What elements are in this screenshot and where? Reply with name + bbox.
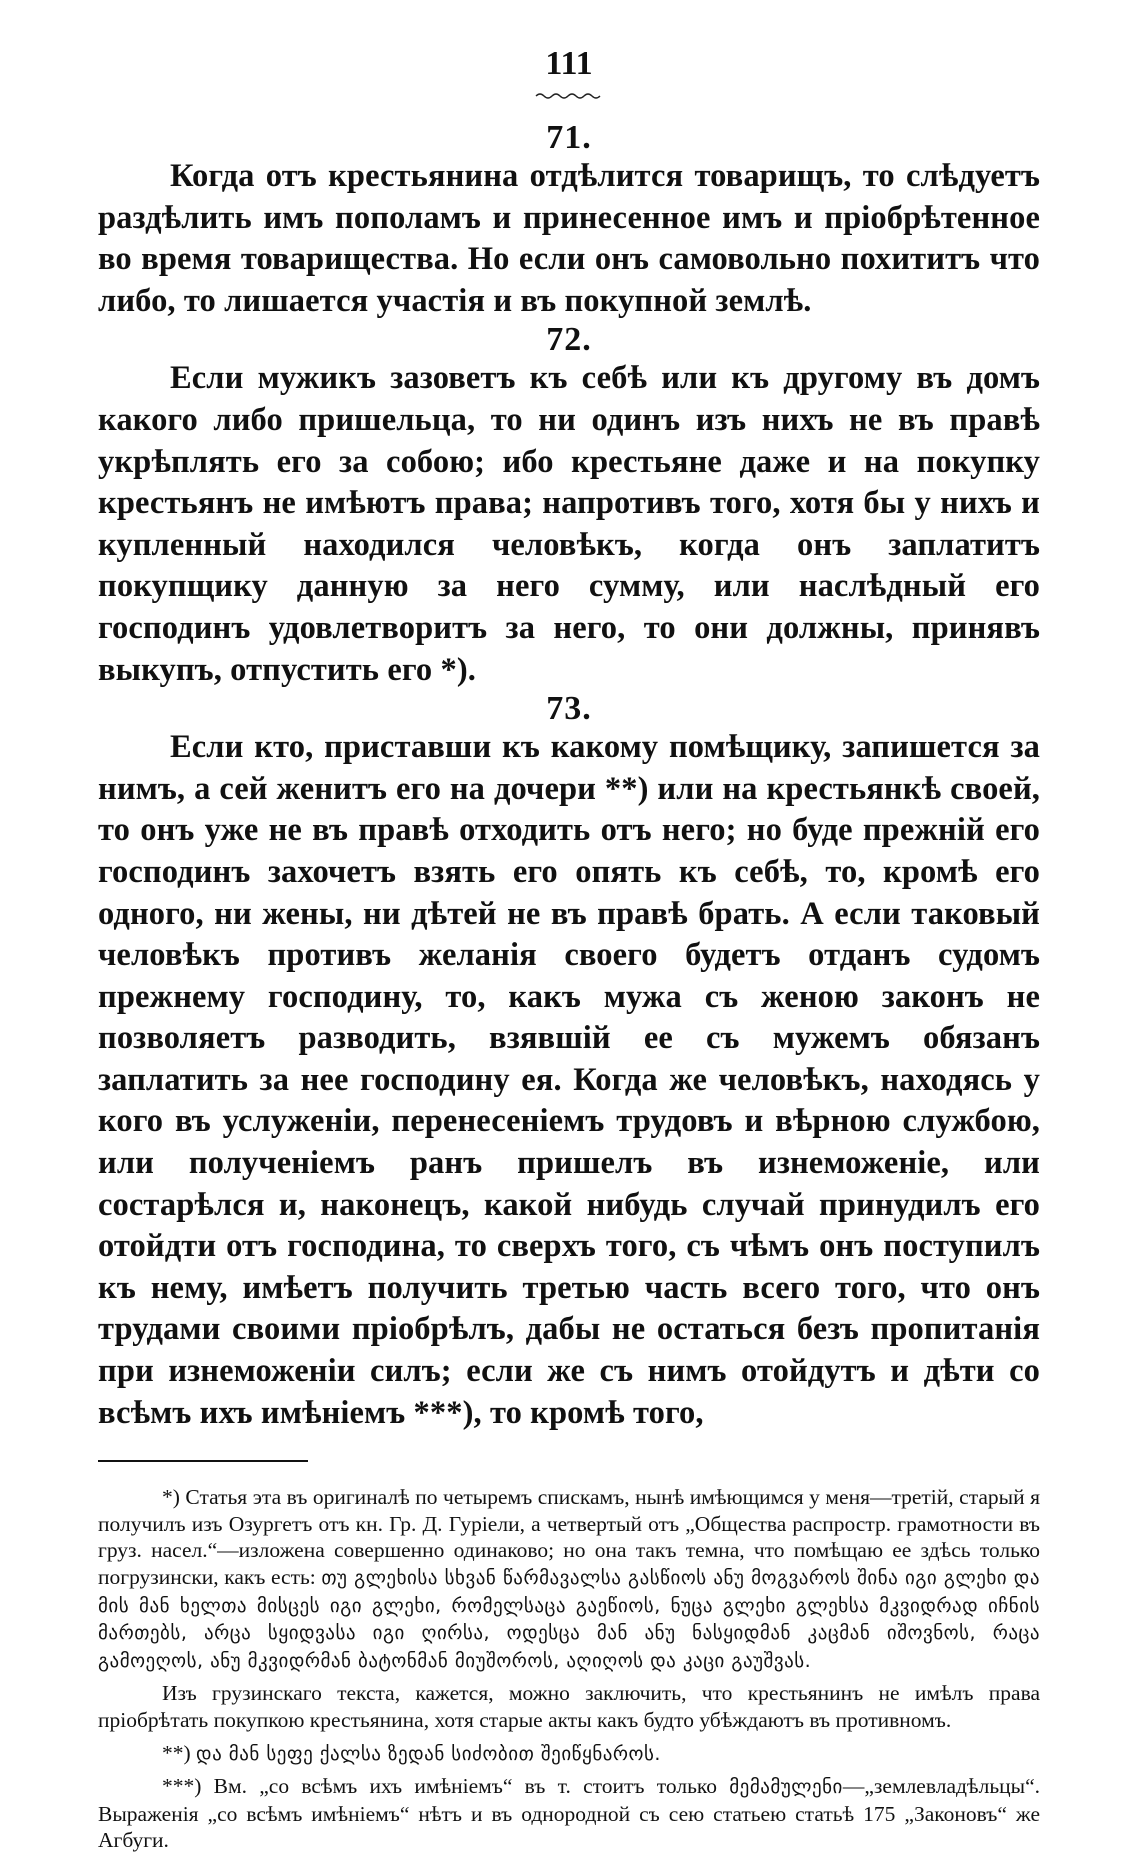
footnote-1-georgian: თუ გლეხისა სხვან წარმავალსა გასწიოს ანუ მოგვაროს შინა იგი გლეხი და მის მან ხელთა მისცეს იგი გლეხი, რომელსაცა გაეწიოს, ნუცა გლეხი გლეხსა მკვიდრად იჩნის მართებს, არცა სყიდვასა იგი ღირსა, ოდესცა მან ანუ ნასყიდმან კაცმან იშოვნოს, რაცა გამოეღოს, ანუ მკვიდრმან ბატონმან მიუშოროს, აღიღოს და კაცი გაუშვას. — [98, 1567, 1041, 1672]
footnote-2-marker: **) — [162, 1740, 191, 1765]
footnote-2 — [98, 1740, 1040, 1768]
ornament-icon — [534, 92, 604, 100]
footnote-2-georgian: და მან სეფე ქალსა ზედან სიძობით შეიწყნაროს. — [196, 1742, 661, 1765]
article-number: 72. — [546, 321, 592, 359]
footnote-3-text-b: —„землевладѣльцы“. Выраженія „со всѣмъ имѣніемъ“ нѣтъ и въ однородной съ сею статьею статьѣ 175 „Законовъ“ же Агбуги. — [98, 1774, 1041, 1853]
page-number: 111 — [545, 45, 593, 82]
footnote-1-note: Изъ грузинскаго текста, кажется, можно заключить, что крестьянинъ не имѣлъ права пріобрѣтать покупкою крестьянина, хотя старые акты какъ будто убѣждаютъ въ противномъ. — [98, 1681, 1040, 1732]
article-number: 71. — [546, 119, 592, 156]
footnote-3-georgian: მემამულენი — [729, 1776, 843, 1799]
footnote-3 — [98, 1773, 1040, 1854]
book-page — [98, 44, 1040, 1854]
article-text: Если мужикъ зазоветъ къ себѣ или къ другому въ домъ какого либо пришельца, то ни одинъ изъ нихъ не въ правѣ укрѣплять его за собою; ибо крестьяне даже и на покупку крестьянъ не имѣютъ права; напротивъ того, хотя бы у нихъ и купленный находился человѣкъ, когда онъ заплатитъ покупщику данную за него сумму, или наслѣдный его господинъ удовлетворитъ за него, то они должны, принявъ выкупъ, отпустить его *). — [98, 360, 1040, 688]
footnote-divider — [98, 1460, 308, 1462]
article-72 — [98, 322, 1040, 691]
footnote-1-text: *) Статья эта въ оригиналѣ по четыремъ спискамъ, нынѣ имѣющимся у меня—третій, старый я получилъ изъ Озургетъ отъ кн. Гр. Д. Гуріели, а четвертый отъ „Общества распростр. грамотности въ груз. насел.“—изложена совершенно одинаково; но она такъ темна, что помѣщаю ее здѣсь только погрузински, какъ есть: — [98, 1485, 1040, 1589]
article-text: Если кто, приставши къ какому помѣщику, запишется за нимъ, а сей женитъ его на дочери **) или на крестьянкѣ своей, то онъ уже не въ правѣ отходить отъ него; но буде прежній его господинъ захочетъ взять его опять къ себѣ, то, кромѣ его одного, ни жены, ни дѣтей не въ правѣ брать. А если таковый человѣкъ противъ желанія своего будетъ отданъ судомъ прежнему господину, то, какъ мужа съ женою законъ не позволяетъ разводить, взявшій ее съ мужемъ обязанъ заплатить за нее господину ея. Когда же человѣкъ, находясь у кого въ услуженіи, перенесеніемъ трудовъ и вѣрною службою, или полученіемъ ранъ пришелъ въ изнеможеніе, или состарѣлся и, наконецъ, какой нибудь случай принудилъ его отойдти отъ господина, то сверхъ того, съ чѣмъ онъ поступилъ къ нему, имѣетъ получить третью часть всего того, что онъ трудами своими пріобрѣлъ, дабы не остаться безъ пропитанія при изнеможеніи силъ; если же съ нимъ отойдутъ и дѣти со всѣмъ ихъ имѣніемъ ***), то кромѣ того, — [98, 729, 1040, 1431]
article-71 — [98, 120, 1040, 322]
article-number: 73. — [546, 690, 592, 728]
article-73 — [98, 691, 1040, 1434]
footnote-1 — [98, 1484, 1040, 1674]
article-text: Когда отъ крестьянина отдѣлится товарищъ, то слѣдуетъ раздѣлить имъ пополамъ и принесенное имъ и пріобрѣтенное во время товарищества. Но если онъ самовольно похититъ что либо, то лишается участія и въ покупной землѣ. — [98, 158, 1040, 319]
footnote-3-text-a: ***) Вм. „со всѣмъ ихъ имѣніемъ“ въ т. стоитъ только — [162, 1774, 717, 1799]
footnotes — [98, 1484, 1040, 1854]
